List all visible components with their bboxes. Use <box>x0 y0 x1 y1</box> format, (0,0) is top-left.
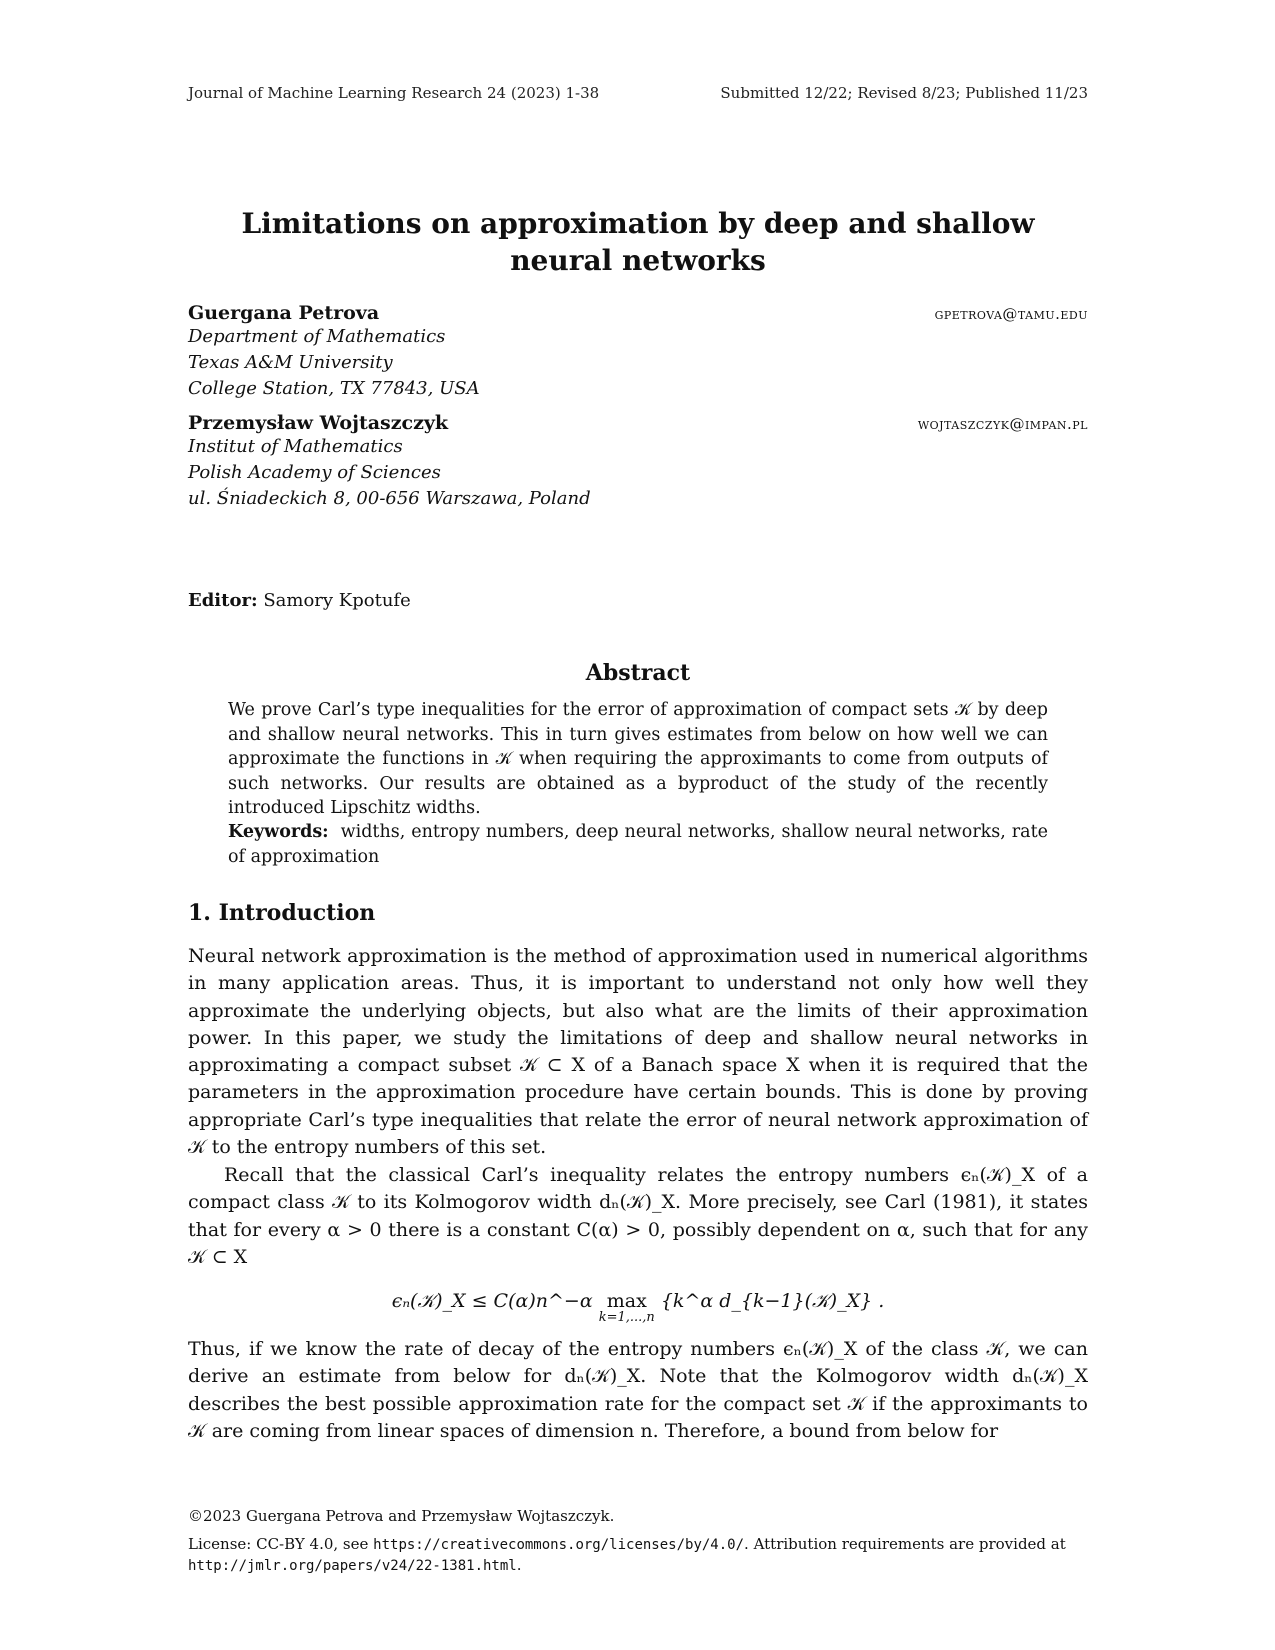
author-email[interactable]: wojtaszczyk@impan.pl <box>917 415 1088 433</box>
license-link[interactable]: https://creativecommons.org/licenses/by/4.0/ <box>373 1537 745 1553</box>
author-block-2 <box>188 412 1088 512</box>
license-end: . <box>516 1556 522 1574</box>
section-heading: 1. Introduction <box>188 900 376 926</box>
author-affiliation: Texas A&M University <box>188 352 393 373</box>
author-email[interactable]: gpetrova@tamu.edu <box>934 305 1088 323</box>
author-name: Przemysław Wojtaszczyk <box>188 412 449 434</box>
intro-paragraph-3: Thus, if we know the rate of decay of the entropy numbers ϵₙ(𝒦)_X of the class 𝒦, we can derive an estimate from below for dₙ(𝒦)_X. Note that the Kolmogorov width dₙ(𝒦)_X describes the best possible approximation rate for the compact set 𝒦 if the approximants to 𝒦 are coming from linear spaces of dimension n. Therefore, a bound from below for <box>188 1338 1088 1442</box>
author-affiliation: College Station, TX 77843, USA <box>188 378 480 399</box>
journal-citation: Journal of Machine Learning Research 24 (2023) 1-38 <box>188 84 600 102</box>
footer <box>188 1506 1088 1576</box>
submission-dates: Submitted 12/22; Revised 8/23; Published 11/23 <box>720 84 1088 102</box>
paper-title: Limitations on approximation by deep and shallow neural networks <box>241 207 1035 277</box>
abstract-text: We prove Carl’s type inequalities for the error of approximation of compact sets 𝒦 by deep and shallow neural networks. This in turn gives estimates from below on how well we can approximate the functions in 𝒦 when requiring the approximants to come from outputs of such networks. Our results are obtained as a byproduct of the study of the recently introduced Lipschitz widths. <box>228 700 1048 818</box>
keywords <box>228 820 1048 869</box>
author-affiliation: Polish Academy of Sciences <box>188 462 441 483</box>
carl-inequality <box>188 1290 1088 1324</box>
keywords-label: Keywords: <box>228 822 329 842</box>
running-header <box>188 84 1088 102</box>
max-limits: k=1,...,n <box>598 1310 655 1325</box>
equation-right: {k^α d_{k−1}(𝒦)_X} . <box>660 1290 885 1312</box>
editor-label: Editor: <box>188 590 258 611</box>
author-block-1 <box>188 302 1088 402</box>
author-affiliation: Department of Mathematics <box>188 326 446 347</box>
equation-max <box>599 1290 655 1324</box>
license-prefix: License: CC-BY 4.0, see <box>188 1535 374 1553</box>
license-mid: . Attribution requirements are provided at <box>744 1535 1066 1553</box>
max-operator: max <box>606 1290 647 1312</box>
author-name: Guergana Petrova <box>188 302 380 324</box>
author-affiliation: Institut of Mathematics <box>188 436 403 457</box>
keywords-list: widths, entropy numbers, deep neural networks, shallow neural networks, rate of approximation <box>228 822 1048 867</box>
paper-link[interactable]: http://jmlr.org/papers/v24/22-1381.html <box>188 1558 517 1574</box>
intro-paragraph-1: Neural network approximation is the method of approximation used in numerical algorithms in many application areas. Thus, it is important to understand not only how well they approximate the underlying objects, but also what are the limits of their approximation power. In this paper, we study the limitations of deep and shallow neural networks in approximating a compact subset 𝒦 ⊂ X of a Banach space X when it is required that the parameters in the approximation procedure have certain bounds. This is done by proving appropriate Carl’s type inequalities that relate the error of neural network approximation of 𝒦 to the entropy numbers of this set. <box>188 945 1088 1159</box>
intro-paragraph-2: Recall that the classical Carl’s inequality relates the entropy numbers ϵₙ(𝒦)_X of a compact class 𝒦 to its Kolmogorov width dₙ(𝒦)_X. More precisely, see Carl (1981), it states that for every α > 0 there is a constant C(α) > 0, possibly dependent on α, such that for any 𝒦 ⊂ X <box>188 1164 1088 1268</box>
abstract-heading: Abstract <box>585 660 691 686</box>
author-affiliation: ul. Śniadeckich 8, 00-656 Warszawa, Poland <box>188 488 591 509</box>
editor-name: Samory Kpotufe <box>263 590 411 611</box>
editor-line <box>188 590 411 611</box>
license-notice <box>188 1534 1088 1576</box>
equation-left: ϵₙ(𝒦)_X ≤ C(α)n^−α <box>391 1290 593 1312</box>
copyright-notice: ©2023 Guergana Petrova and Przemysław Wojtaszczyk. <box>188 1507 615 1525</box>
